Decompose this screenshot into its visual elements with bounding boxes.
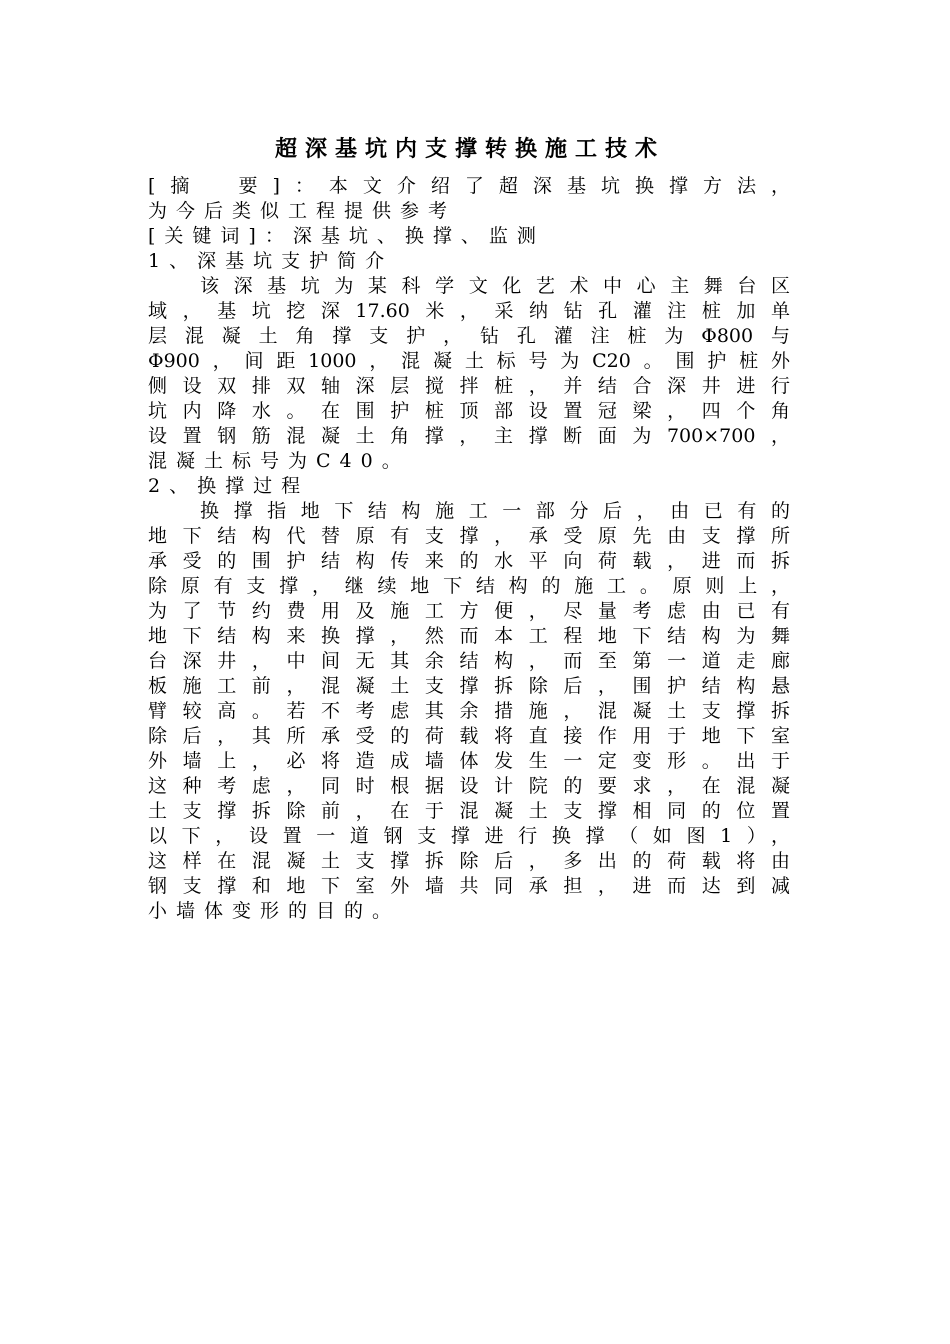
paragraph-2-line-4: 除原有支撑，继续地下结构的施工。原则上，: [148, 575, 790, 597]
paragraph-1-line-1: 该深基坑为某科学文化艺术中心主舞台区: [200, 275, 790, 297]
paragraph-2-line-6: 地下结构来换撑，然而本工程地下结构为舞: [148, 625, 790, 647]
paragraph-2-line-14: 以下，设置一道钢支撑进行换撑（如图1），: [148, 825, 790, 847]
section-heading-2: 2、换撑过程: [148, 475, 310, 497]
paragraph-2-line-11: 外墙上，必将造成墙体发生一定变形。出于: [148, 750, 790, 772]
abstract-line-2: 为今后类似工程提供参考: [148, 200, 457, 222]
paragraph-1-line-8: 混凝土标号为C40。: [148, 450, 410, 472]
paragraph-2-line-3: 承受的围护结构传来的水平向荷载，进而拆: [148, 550, 790, 572]
paragraph-2-line-8: 板施工前，混凝土支撑拆除后，围护结构悬: [148, 675, 790, 697]
keywords-line: [关键词]：深基坑、换撑、监测: [148, 225, 545, 247]
paragraph-1-line-6: 坑内降水。在围护桩顶部设置冠梁，四个角: [148, 400, 790, 422]
paragraph-1-line-5: 侧设双排双轴深层搅拌桩，并结合深井进行: [148, 375, 790, 397]
paragraph-2-line-2: 地下结构代替原有支撑，承受原先由支撑所: [148, 525, 790, 547]
paragraph-2-line-5: 为了节约费用及施工方便，尽量考虑由已有: [148, 600, 790, 622]
paragraph-1-line-7: 设置钢筋混凝土角撑，主撑断面为700×700，: [148, 425, 790, 447]
section-heading-1: 1、深基坑支护简介: [148, 250, 394, 272]
paragraph-2-line-15: 这样在混凝土支撑拆除后，多出的荷载将由: [148, 850, 790, 872]
paragraph-2-line-16: 钢支撑和地下室外墙共同承担，进而达到减: [148, 875, 790, 897]
paragraph-2-line-12: 这种考虑，同时根据设计院的要求，在混凝: [148, 775, 790, 797]
abstract-line-1: [摘 要]：本文介绍了超深基坑换撑方法，: [148, 175, 790, 197]
paragraph-1-line-3: 层混凝土角撑支护，钻孔灌注桩为Φ800与: [148, 325, 790, 347]
paragraph-2-line-7: 台深井，中间无其余结构，而至第一道走廊: [148, 650, 790, 672]
paragraph-2-line-1: 换撑指地下结构施工一部分后，由已有的: [200, 500, 790, 522]
paragraph-2-line-13: 土支撑拆除前，在于混凝土支撑相同的位置: [148, 800, 790, 822]
paragraph-2-line-10: 除后，其所承受的荷载将直接作用于地下室: [148, 725, 790, 747]
paragraph-2-line-9: 臂较高。若不考虑其余措施，混凝土支撑拆: [148, 700, 790, 722]
document-title: 超深基坑内支撑转换施工技术: [274, 136, 665, 162]
paragraph-1-line-4: Φ900，间距1000，混凝土标号为C20。围护桩外: [148, 350, 790, 372]
paragraph-2-line-17: 小墙体变形的目的。: [148, 900, 401, 922]
paragraph-1-line-2: 域，基坑挖深17.60米，采纳钻孔灌注桩加单: [148, 300, 790, 322]
